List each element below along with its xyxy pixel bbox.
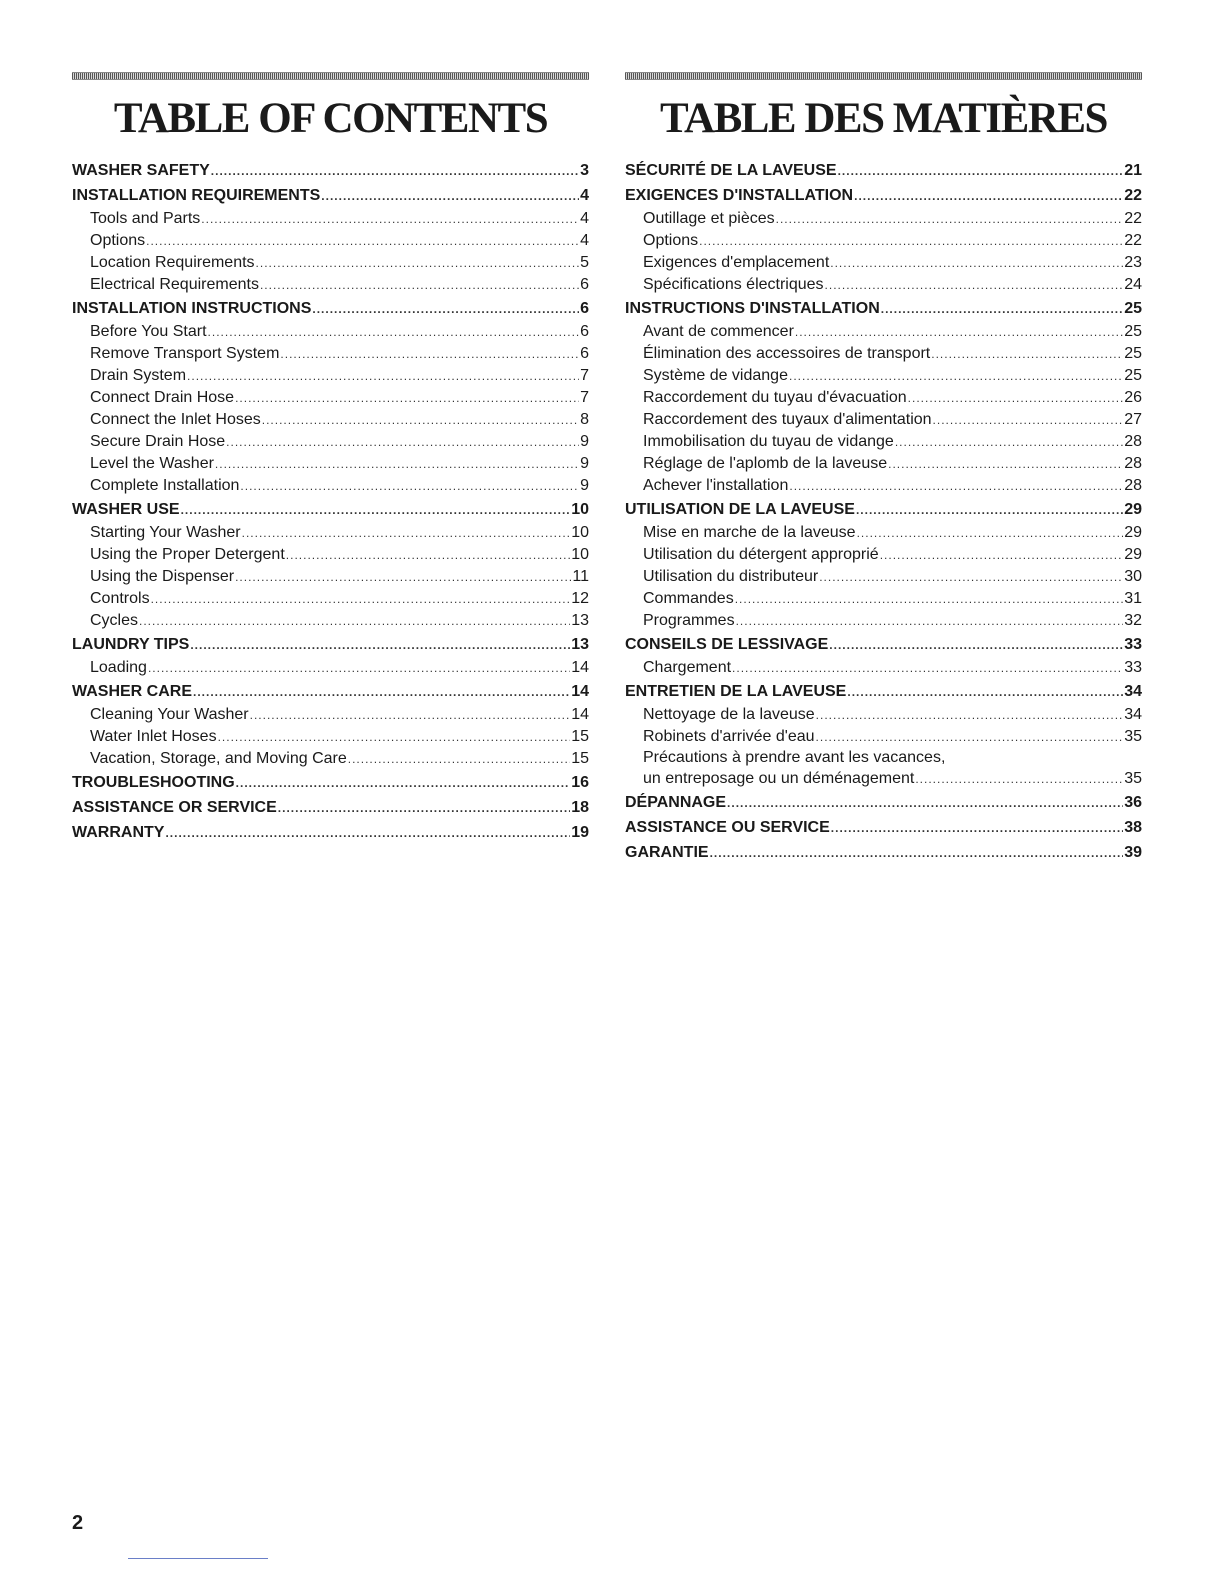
- toc-section-8[interactable]: [72, 795, 589, 820]
- dot-leader: [146, 230, 579, 252]
- dot-leader: [208, 321, 580, 343]
- toc-label: Robinets d'arrivée d'eau: [643, 728, 815, 745]
- toc-label: INSTRUCTIONS D'INSTALLATION: [625, 300, 880, 317]
- dot-leader: [819, 566, 1123, 588]
- dot-leader: [151, 588, 571, 610]
- toc-entry[interactable]: [72, 343, 589, 365]
- toc-page-number: 24: [1124, 276, 1142, 293]
- toc-section-6[interactable]: [625, 679, 1142, 704]
- toc-label: Secure Drain Hose: [90, 433, 226, 450]
- toc-label: INSTALLATION REQUIREMENTS: [72, 187, 321, 204]
- toc-entry[interactable]: [625, 230, 1142, 252]
- toc-label: Using the Proper Detergent: [90, 546, 285, 563]
- toc-entry[interactable]: [625, 365, 1142, 387]
- toc-entry[interactable]: [72, 726, 589, 748]
- toc-page-number: 4: [580, 187, 589, 204]
- toc-label: Connect Drain Hose: [90, 389, 235, 406]
- dot-leader: [880, 544, 1124, 566]
- toc-section-1[interactable]: [625, 158, 1142, 183]
- toc-entry[interactable]: [72, 409, 589, 431]
- toc-label: Immobilisation du tuyau de vidange: [643, 433, 894, 450]
- toc-page-number: 14: [571, 659, 589, 676]
- dot-leader: [732, 657, 1123, 679]
- toc-label: Water Inlet Hoses: [90, 728, 217, 745]
- dot-leader: [348, 748, 570, 770]
- toc-section-3[interactable]: [625, 296, 1142, 321]
- toc-label: Connect the Inlet Hoses: [90, 411, 261, 428]
- toc-entry[interactable]: [72, 321, 589, 343]
- dot-leader: [260, 274, 579, 296]
- dot-leader: [857, 522, 1124, 544]
- dot-leader: [278, 796, 570, 821]
- dot-leader: [250, 704, 571, 726]
- toc-entry[interactable]: [72, 610, 589, 632]
- toc-entry[interactable]: [625, 704, 1142, 726]
- toc-label: Utilisation du distributeur: [643, 568, 819, 585]
- dot-leader: [699, 230, 1123, 252]
- dot-leader: [190, 633, 570, 658]
- toc-entry[interactable]: [625, 475, 1142, 497]
- dot-leader: [139, 610, 570, 632]
- toc-entry[interactable]: [72, 704, 589, 726]
- top-rule: [625, 72, 1142, 80]
- toc-list: [625, 158, 1142, 865]
- toc-label: Mise en marche de la laveuse: [643, 524, 856, 541]
- toc-label: Location Requirements: [90, 254, 255, 271]
- english-column: [72, 72, 589, 845]
- toc-label: Cleaning Your Washer: [90, 706, 249, 723]
- dot-leader: [235, 566, 571, 588]
- toc-page-number: 7: [580, 367, 589, 384]
- toc-page-number: 12: [571, 590, 589, 607]
- toc-section-5[interactable]: [625, 632, 1142, 657]
- toc-label: Electrical Requirements: [90, 276, 259, 293]
- dot-leader: [931, 343, 1123, 365]
- toc-label: Élimination des accessoires de transport: [643, 345, 931, 362]
- dot-leader: [262, 409, 579, 431]
- toc-section-9[interactable]: [72, 820, 589, 845]
- toc-entry-prefix: Précautions à prendre avant les vacances,: [643, 749, 946, 766]
- toc-label: Using the Dispenser: [90, 568, 235, 585]
- toc-page-number: 14: [571, 706, 589, 723]
- toc-label: WASHER SAFETY: [72, 162, 210, 179]
- toc-label: Vacation, Storage, and Moving Care: [90, 750, 347, 767]
- toc-entry[interactable]: [625, 544, 1142, 566]
- toc-page-number: 9: [580, 433, 589, 450]
- toc-page-number: 25: [1124, 367, 1142, 384]
- footer-rule: [128, 1558, 268, 1559]
- toc-section-2[interactable]: [625, 183, 1142, 208]
- toc-page-number: 35: [1124, 728, 1142, 745]
- toc-page-number: 6: [580, 323, 589, 340]
- toc-label: Raccordement du tuyau d'évacuation: [643, 389, 907, 406]
- toc-label: UTILISATION DE LA LAVEUSE: [625, 501, 855, 518]
- toc-page-number: 22: [1124, 210, 1142, 227]
- dot-leader: [795, 321, 1123, 343]
- toc-page-number: 6: [580, 345, 589, 362]
- toc-page-number: 18: [571, 799, 589, 816]
- toc-page-number: 9: [580, 477, 589, 494]
- toc-label: Raccordement des tuyaux d'alimentation: [643, 411, 932, 428]
- toc-page-number: 26: [1124, 389, 1142, 406]
- toc-entry[interactable]: [72, 475, 589, 497]
- dot-leader: [816, 726, 1124, 748]
- toc-page-number: 25: [1124, 345, 1142, 362]
- toc-page-number: 28: [1124, 477, 1142, 494]
- toc-entry[interactable]: [625, 387, 1142, 409]
- dot-leader: [242, 522, 571, 544]
- toc-page-number: 29: [1124, 546, 1142, 563]
- toc-label: Système de vidange: [643, 367, 788, 384]
- dot-leader: [215, 453, 579, 475]
- toc-label: ENTRETIEN DE LA LAVEUSE: [625, 683, 847, 700]
- dot-leader: [830, 252, 1123, 274]
- dot-leader: [201, 208, 579, 230]
- toc-entry[interactable]: [625, 431, 1142, 453]
- dot-leader: [727, 791, 1123, 816]
- dot-leader: [187, 365, 579, 387]
- dot-leader: [321, 184, 579, 209]
- toc-label: Tools and Parts: [90, 210, 201, 227]
- toc-page-number: 33: [1124, 636, 1142, 653]
- dot-leader: [908, 387, 1124, 409]
- dot-leader: [240, 475, 579, 497]
- toc-page-number: 39: [1124, 844, 1142, 861]
- toc-label: Commandes: [643, 590, 734, 607]
- toc-page-number: 32: [1124, 612, 1142, 629]
- toc-label: Nettoyage de la laveuse: [643, 706, 815, 723]
- toc-label: Before You Start: [90, 323, 207, 340]
- toc-page-number: 4: [580, 210, 589, 227]
- dot-leader: [211, 159, 579, 184]
- toc-section-7[interactable]: [72, 770, 589, 795]
- toc-entry[interactable]: [625, 252, 1142, 274]
- dot-leader: [831, 816, 1123, 841]
- toc-entry[interactable]: [625, 610, 1142, 632]
- toc-label: TROUBLESHOOTING: [72, 774, 235, 791]
- toc-section-2[interactable]: [72, 183, 589, 208]
- toc-page-number: 10: [571, 501, 589, 518]
- toc-page-number: 31: [1124, 590, 1142, 607]
- toc-label: Outillage et pièces: [643, 210, 775, 227]
- toc-label: Réglage de l'aplomb de la laveuse: [643, 455, 888, 472]
- dot-leader: [710, 841, 1124, 866]
- toc-page-number: 6: [580, 300, 589, 317]
- dot-leader: [286, 544, 570, 566]
- dot-leader: [825, 274, 1124, 296]
- toc-page-number: 7: [580, 389, 589, 406]
- toc-entry[interactable]: [625, 522, 1142, 544]
- toc-list: [72, 158, 589, 845]
- dot-leader: [256, 252, 580, 274]
- toc-label: Cycles: [90, 612, 139, 629]
- french-column: [625, 72, 1142, 865]
- toc-entry[interactable]: [625, 768, 1142, 790]
- toc-page-number: 35: [1124, 770, 1142, 787]
- toc-page-number: 6: [580, 276, 589, 293]
- toc-label: SÉCURITÉ DE LA LAVEUSE: [625, 162, 837, 179]
- toc-page-number: 23: [1124, 254, 1142, 271]
- toc-page-number: 5: [580, 254, 589, 271]
- toc-page-number: 16: [571, 774, 589, 791]
- dot-leader: [816, 704, 1124, 726]
- toc-page-number: 27: [1124, 411, 1142, 428]
- dot-leader: [226, 431, 579, 453]
- dot-leader: [165, 821, 570, 846]
- dot-leader: [193, 680, 570, 705]
- toc-label: GARANTIE: [625, 844, 709, 861]
- toc-label: Drain System: [90, 367, 187, 384]
- toc-section-1[interactable]: [72, 158, 589, 183]
- toc-page-number: 28: [1124, 455, 1142, 472]
- toc-page-number: 25: [1124, 300, 1142, 317]
- toc-page-number: 34: [1124, 683, 1142, 700]
- toc-label: DÉPANNAGE: [625, 794, 727, 811]
- toc-page-number: 11: [572, 568, 589, 585]
- toc-label: Spécifications électriques: [643, 276, 824, 293]
- toc-page-number: 28: [1124, 433, 1142, 450]
- toc-page-number: 25: [1124, 323, 1142, 340]
- dot-leader: [933, 409, 1124, 431]
- toc-section-8[interactable]: [625, 815, 1142, 840]
- toc-label: Complete Installation: [90, 477, 240, 494]
- toc-entry[interactable]: [72, 453, 589, 475]
- toc-page-number: 10: [571, 524, 589, 541]
- toc-section-4[interactable]: [72, 497, 589, 522]
- toc-section-4[interactable]: [625, 497, 1142, 522]
- toc-entry[interactable]: [72, 208, 589, 230]
- toc-label: Options: [90, 232, 146, 249]
- toc-page-number: 4: [580, 232, 589, 249]
- toc-entry[interactable]: [625, 566, 1142, 588]
- dot-leader: [235, 387, 579, 409]
- toc-entry[interactable]: [72, 748, 589, 770]
- toc-label: Remove Transport System: [90, 345, 280, 362]
- toc-entry[interactable]: [72, 566, 589, 588]
- toc-entry[interactable]: [72, 588, 589, 610]
- toc-page-number: 10: [571, 546, 589, 563]
- toc-page-number: 22: [1124, 187, 1142, 204]
- toc-page-number: 13: [571, 612, 589, 629]
- toc-entry[interactable]: [625, 208, 1142, 230]
- toc-page-number: 14: [571, 683, 589, 700]
- toc-entry[interactable]: [625, 453, 1142, 475]
- dot-leader: [895, 431, 1123, 453]
- dot-leader: [280, 343, 579, 365]
- toc-label: INSTALLATION INSTRUCTIONS: [72, 300, 312, 317]
- page-number: 2: [72, 1512, 84, 1534]
- toc-section-6[interactable]: [72, 679, 589, 704]
- toc-title: TABLE DES MATIÈRES: [660, 95, 1107, 142]
- toc-page-number: 30: [1124, 568, 1142, 585]
- toc-entry[interactable]: [72, 230, 589, 252]
- toc-page-number: 38: [1124, 819, 1142, 836]
- dot-leader: [888, 453, 1123, 475]
- toc-section-5[interactable]: [72, 632, 589, 657]
- toc-title: TABLE OF CONTENTS: [113, 95, 548, 142]
- dot-leader: [854, 184, 1123, 209]
- toc-page-number: 15: [571, 750, 589, 767]
- dot-leader: [829, 633, 1123, 658]
- dot-leader: [312, 297, 579, 322]
- top-rule: [72, 72, 589, 80]
- toc-entry[interactable]: [72, 522, 589, 544]
- dot-leader: [236, 771, 571, 796]
- toc-label: EXIGENCES D'INSTALLATION: [625, 187, 854, 204]
- toc-page-number: 36: [1124, 794, 1142, 811]
- toc-label: Programmes: [643, 612, 735, 629]
- toc-page-number: 9: [580, 455, 589, 472]
- toc-page-number: 13: [571, 636, 589, 653]
- dot-leader: [847, 680, 1123, 705]
- toc-label: Loading: [90, 659, 147, 676]
- toc-label: Utilisation du détergent approprié: [643, 546, 879, 563]
- dot-leader: [148, 657, 570, 679]
- toc-entry[interactable]: [72, 657, 589, 679]
- dot-leader: [776, 208, 1124, 230]
- toc-entry[interactable]: [72, 274, 589, 296]
- toc-label: un entreposage ou un déménagement: [643, 770, 915, 787]
- toc-label: ASSISTANCE OU SERVICE: [625, 819, 830, 836]
- toc-page-number: 29: [1124, 524, 1142, 541]
- dot-leader: [789, 475, 1123, 497]
- toc-entry[interactable]: [625, 657, 1142, 679]
- dot-leader: [838, 159, 1124, 184]
- dot-leader: [856, 498, 1123, 523]
- dot-leader: [915, 768, 1123, 790]
- toc-page-number: 19: [571, 824, 589, 841]
- toc-label: WASHER USE: [72, 501, 180, 518]
- toc-entry[interactable]: [72, 544, 589, 566]
- toc-page-number: 8: [580, 411, 589, 428]
- toc-section-7[interactable]: [625, 790, 1142, 815]
- dot-leader: [735, 588, 1124, 610]
- toc-entry[interactable]: [72, 431, 589, 453]
- toc-label: Avant de commencer: [643, 323, 794, 340]
- toc-entry[interactable]: [625, 726, 1142, 748]
- dot-leader: [789, 365, 1123, 387]
- toc-entry[interactable]: [72, 252, 589, 274]
- toc-label: Achever l'installation: [643, 477, 789, 494]
- dot-leader: [736, 610, 1124, 632]
- toc-label: WARRANTY: [72, 824, 165, 841]
- dot-leader: [181, 498, 571, 523]
- toc-entry[interactable]: [625, 343, 1142, 365]
- dot-leader: [881, 297, 1123, 322]
- toc-label: Options: [643, 232, 699, 249]
- toc-label: Chargement: [643, 659, 732, 676]
- toc-label: ASSISTANCE OR SERVICE: [72, 799, 277, 816]
- dot-leader: [218, 726, 571, 748]
- toc-section-9[interactable]: [625, 840, 1142, 865]
- toc-page-number: 34: [1124, 706, 1142, 723]
- toc-section-3[interactable]: [72, 296, 589, 321]
- toc-page-number: 22: [1124, 232, 1142, 249]
- toc-page-number: 15: [571, 728, 589, 745]
- toc-label: CONSEILS DE LESSIVAGE: [625, 636, 829, 653]
- toc-entry[interactable]: [625, 321, 1142, 343]
- toc-page-number: 33: [1124, 659, 1142, 676]
- toc-label: Exigences d'emplacement: [643, 254, 830, 271]
- toc-entry[interactable]: [625, 274, 1142, 296]
- toc-page-number: 29: [1124, 501, 1142, 518]
- toc-entry[interactable]: [625, 588, 1142, 610]
- toc-entry[interactable]: [625, 409, 1142, 431]
- toc-page-number: 3: [580, 162, 589, 179]
- toc-label: Level the Washer: [90, 455, 214, 472]
- toc-entry[interactable]: [72, 365, 589, 387]
- toc-entry[interactable]: [72, 387, 589, 409]
- toc-label: Controls: [90, 590, 150, 607]
- toc-label: WASHER CARE: [72, 683, 193, 700]
- toc-label: Starting Your Washer: [90, 524, 241, 541]
- toc-label: LAUNDRY TIPS: [72, 636, 190, 653]
- toc-page-number: 21: [1124, 162, 1142, 179]
